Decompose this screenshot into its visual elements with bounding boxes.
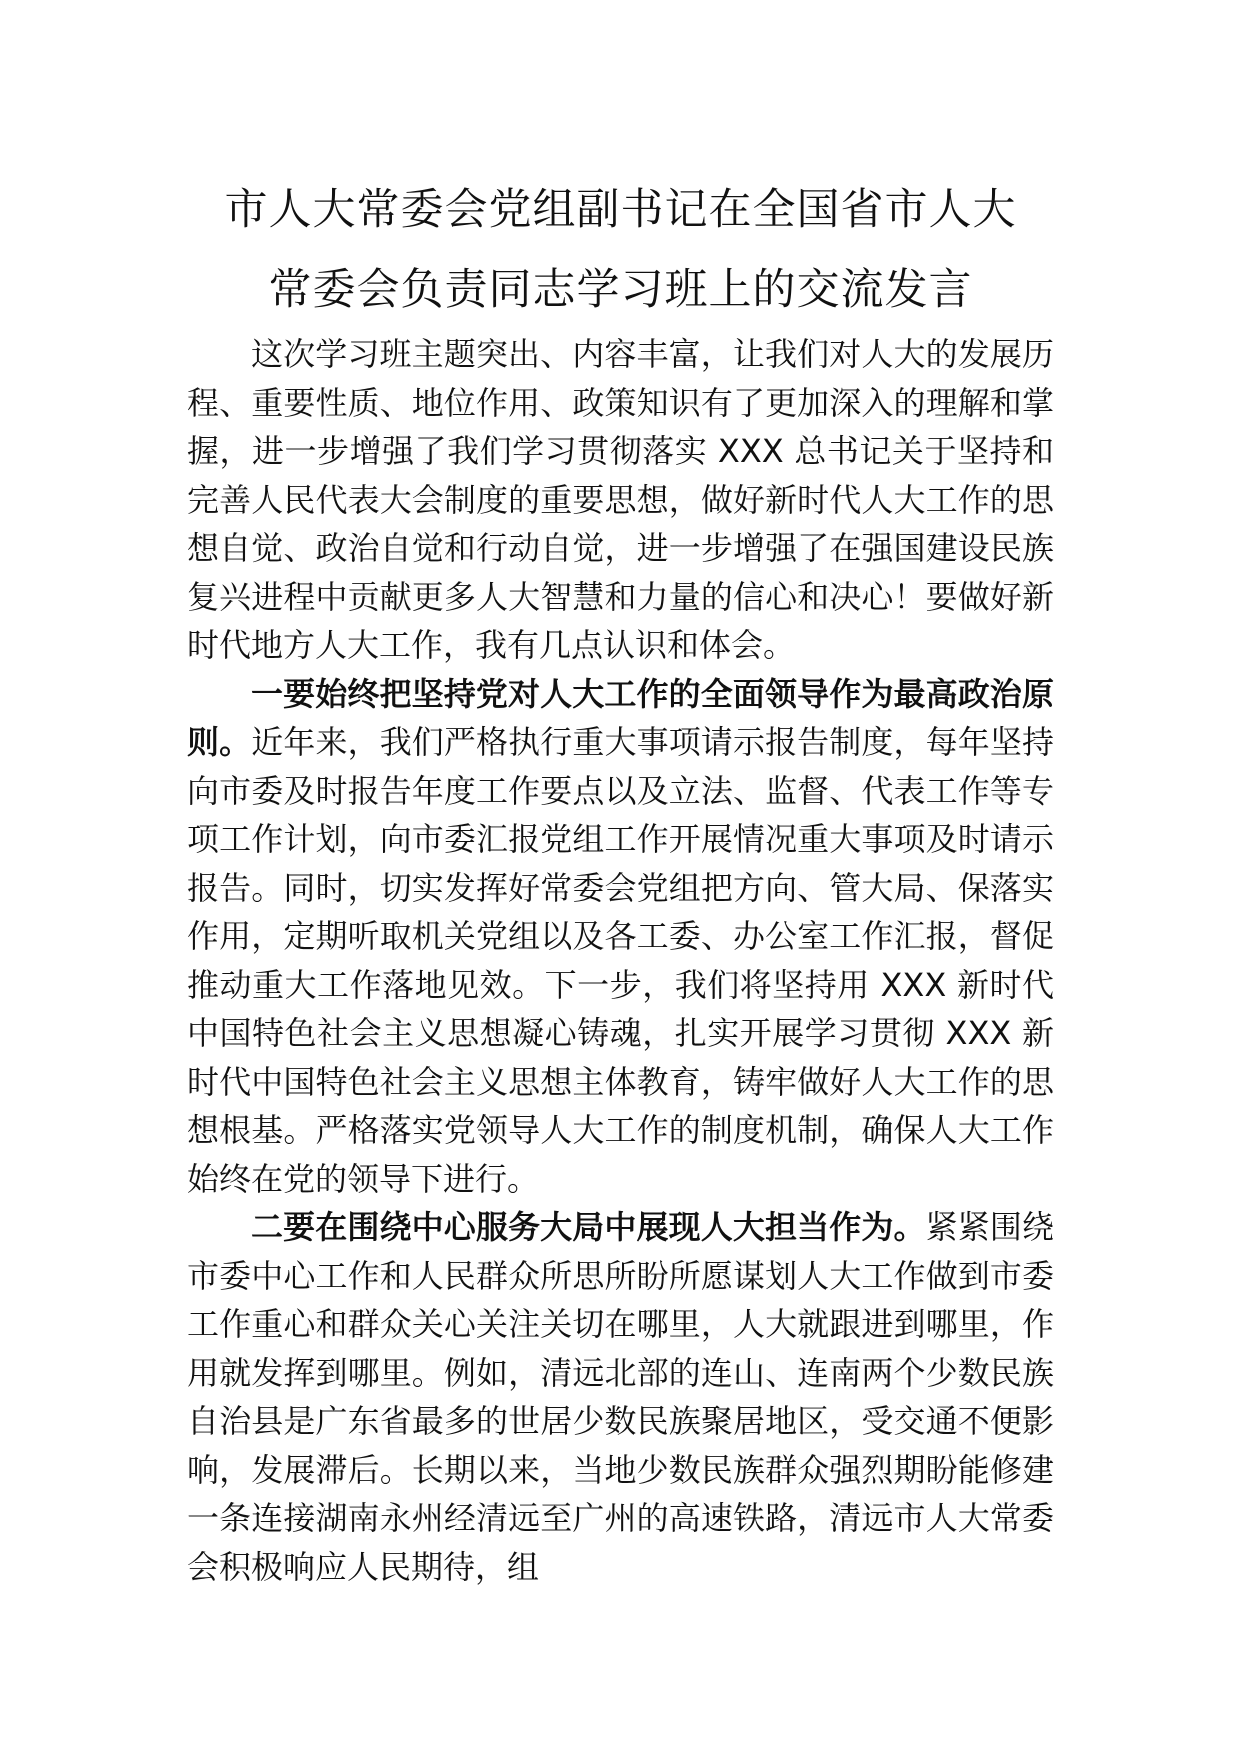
document-title	[187, 170, 1054, 330]
document-page	[187, 170, 1054, 1591]
paragraph-text: 这次学习班主题突出、内容丰富，让我们对人大的发展历程、重要性质、地位作用、政策知识有了更加深入的理解和掌握，进一步增强了我们学习贯彻落实 XXX 总书记关于坚持和完善人民代表大会制度的重要思想，做好新时代人大工作的思想自觉、政治自觉和行动自觉，进一步增强了在强国建设民族复兴进程中贡献更多人大智慧和力量的信心和决心！要做好新时代地方人大工作，我有几点认识和体会。	[187, 335, 1054, 664]
paragraph-lead: 一要始终把坚持党对人大工作的全面领导作为最高政治原则。	[187, 674, 1054, 761]
paragraph-intro	[187, 330, 1054, 670]
paragraph-text: 近年来，我们严格执行重大事项请示报告制度，每年坚持向市委及时报告年度工作要点以及立法、监督、代表工作等专项工作计划，向市委汇报党组工作开展情况重大事项及时请示报告。同时，切实发挥好常委会党组把方向、管大局、保落实作用，定期听取机关党组以及各工委、办公室工作汇报，督促推动重大工作落地见效。下一步，我们将坚持用 XXX 新时代中国特色社会主义思想凝心铸魂，扎实开展学习贯彻 XXX 新时代中国特色社会主义思想主体教育，铸牢做好人大工作的思想根基。严格落实党领导人大工作的制度机制，确保人大工作始终在党的领导下进行。	[187, 723, 1054, 1198]
document-body	[187, 330, 1054, 1591]
paragraph-text: 紧紧围绕市委中心工作和人民群众所思所盼所愿谋划人大工作做到市委工作重心和群众关心关注关切在哪里，人大就跟进到哪里，作用就发挥到哪里。例如，清远北部的连山、连南两个少数民族自治县是广东省最多的世居少数民族聚居地区，受交通不便影响，发展滞后。长期以来，当地少数民族群众强烈期盼能修建一条连接湖南永州经清远至广州的高速铁路，清远市人大常委会积极响应人民期待，组	[187, 1208, 1054, 1586]
paragraph-point-1	[187, 670, 1054, 1204]
title-line-1: 市人大常委会党组副书记在全国省市人大	[224, 185, 1017, 235]
paragraph-point-2	[187, 1203, 1054, 1591]
paragraph-lead: 二要在围绕中心服务大局中展现人大担当作为。	[251, 1208, 926, 1246]
title-line-2: 常委会负责同志学习班上的交流发言	[268, 265, 973, 315]
